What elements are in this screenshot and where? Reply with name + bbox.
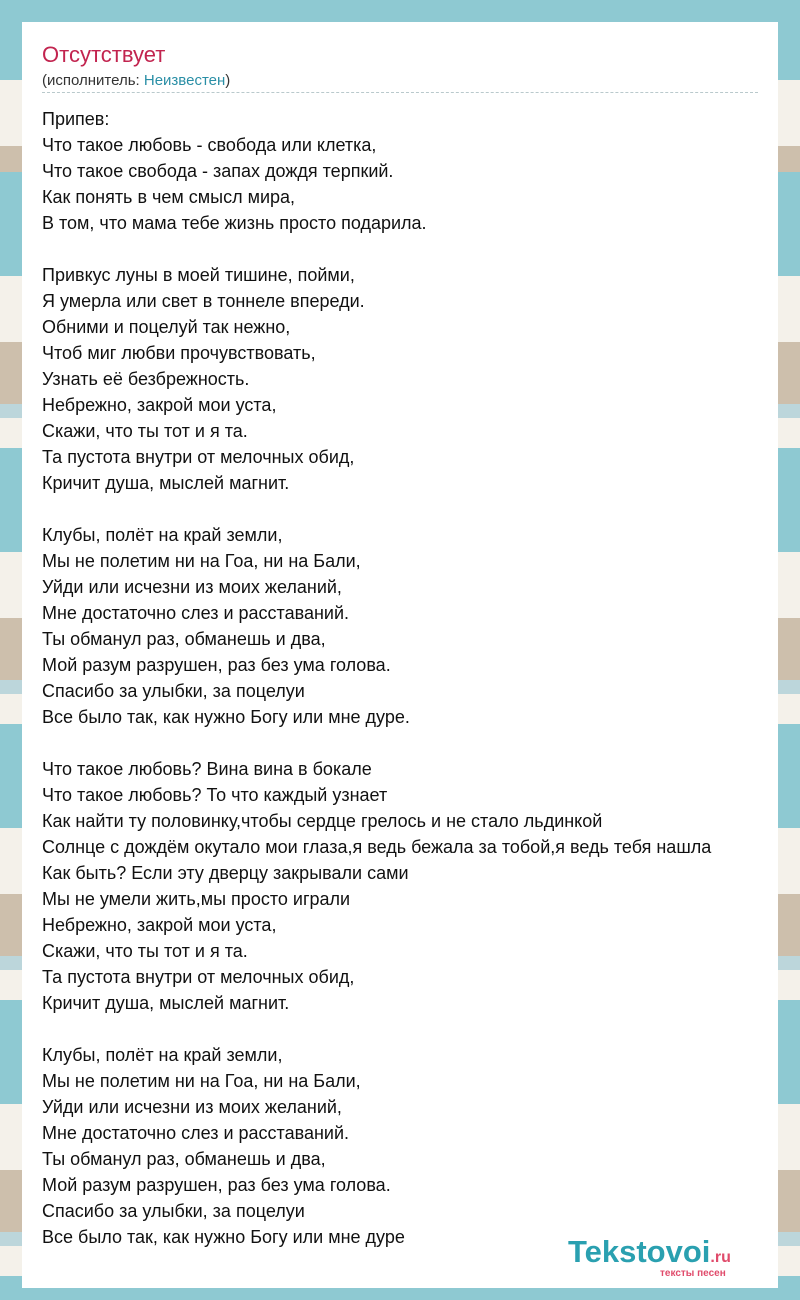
lyric-line: Клубы, полёт на край земли, — [42, 1045, 283, 1065]
lyrics-page — [22, 22, 778, 1288]
lyric-line: Скажи, что ты тот и я та. — [42, 421, 248, 441]
lyric-line: Спасибо за улыбки, за поцелуи — [42, 681, 305, 701]
artist-link[interactable]: Неизвестен — [143, 72, 226, 89]
lyric-line: Привкус луны в моей тишине, пойми, — [42, 265, 355, 285]
lyric-line: Обними и поцелуй так нежно, — [42, 317, 291, 337]
performer-suffix: ) — [225, 72, 231, 89]
lyric-line: Что такое любовь - свобода или клетка, — [42, 135, 377, 155]
lyric-line: Мы не полетим ни на Гоа, ни на Бали, — [42, 551, 361, 571]
lyric-line: Мы не полетим ни на Гоа, ни на Бали, — [42, 1071, 361, 1091]
lyric-line: Небрежно, закрой мои уста, — [42, 395, 277, 415]
lyric-line: Что такое любовь? Вина вина в бокале — [42, 759, 372, 779]
lyric-line: Ты обманул раз, обманешь и два, — [42, 1149, 326, 1169]
stanza-break — [42, 496, 778, 522]
lyric-line: Чтоб миг любви прочувствовать, — [42, 343, 316, 363]
title-divider — [42, 92, 758, 93]
lyric-line: Все было так, как нужно Богу или мне дуре — [42, 1227, 405, 1247]
lyric-line: Кричит душа, мыслей магнит. — [42, 473, 290, 493]
lyric-line: Ты обманул раз, обманешь и два, — [42, 629, 326, 649]
stanza-break — [42, 236, 778, 262]
lyric-line: Как понять в чем смысл мира, — [42, 187, 296, 207]
lyric-line: Небрежно, закрой мои уста, — [42, 915, 277, 935]
lyric-line: Солнце с дождём окутало мои глаза,я ведь бежала за тобой,я ведь тебя нашла — [42, 837, 712, 857]
performer-prefix: (исполнитель: — [42, 72, 144, 89]
lyric-line: Уйди или исчезни из моих желаний, — [42, 577, 342, 597]
lyric-line: Что такое свобода - запах дождя терпкий. — [42, 161, 394, 181]
lyric-line: Клубы, полёт на край земли, — [42, 525, 283, 545]
lyric-line: Что такое любовь? То что каждый узнает — [42, 785, 388, 805]
site-logo[interactable] — [568, 1234, 778, 1278]
lyric-line: Мой разум разрушен, раз без ума голова. — [42, 1175, 391, 1195]
lyric-line: Все было так, как нужно Богу или мне дуре. — [42, 707, 410, 727]
logo-brand: Tekstovoi — [568, 1234, 711, 1269]
lyric-line: Я умерла или свет в тоннеле впереди. — [42, 291, 365, 311]
lyric-line: Та пустота внутри от мелочных обид, — [42, 447, 355, 467]
lyric-line: Как найти ту половинку,чтобы сердце грелось и не стало льдинкой — [42, 811, 603, 831]
song-title: Отсутствует — [42, 42, 166, 67]
lyric-line: Мы не умели жить,мы просто играли — [42, 889, 351, 909]
stanza-break — [42, 730, 778, 756]
logo-tld: .ru — [710, 1249, 731, 1266]
lyric-line: Как быть? Если эту дверцу закрывали сами — [42, 863, 409, 883]
lyric-line: Скажи, что ты тот и я та. — [42, 941, 248, 961]
lyric-line: В том, что мама тебе жизнь просто подарила. — [42, 213, 427, 233]
lyric-line: Узнать её безбрежность. — [42, 369, 250, 389]
stanza-break — [42, 1016, 778, 1042]
lyric-line: Мне достаточно слез и расставаний. — [42, 603, 350, 623]
lyric-line: Припев: — [42, 109, 110, 129]
lyric-line: Спасибо за улыбки, за поцелуи — [42, 1201, 305, 1221]
lyric-line: Та пустота внутри от мелочных обид, — [42, 967, 355, 987]
lyric-line: Мне достаточно слез и расставаний. — [42, 1123, 350, 1143]
lyric-line: Мой разум разрушен, раз без ума голова. — [42, 655, 391, 675]
lyric-line: Кричит душа, мыслей магнит. — [42, 993, 290, 1013]
lyric-line: Уйди или исчезни из моих желаний, — [42, 1097, 342, 1117]
logo-tagline: тексты песен — [660, 1268, 726, 1279]
lyrics-text — [42, 106, 778, 1250]
performer-line — [42, 72, 230, 89]
